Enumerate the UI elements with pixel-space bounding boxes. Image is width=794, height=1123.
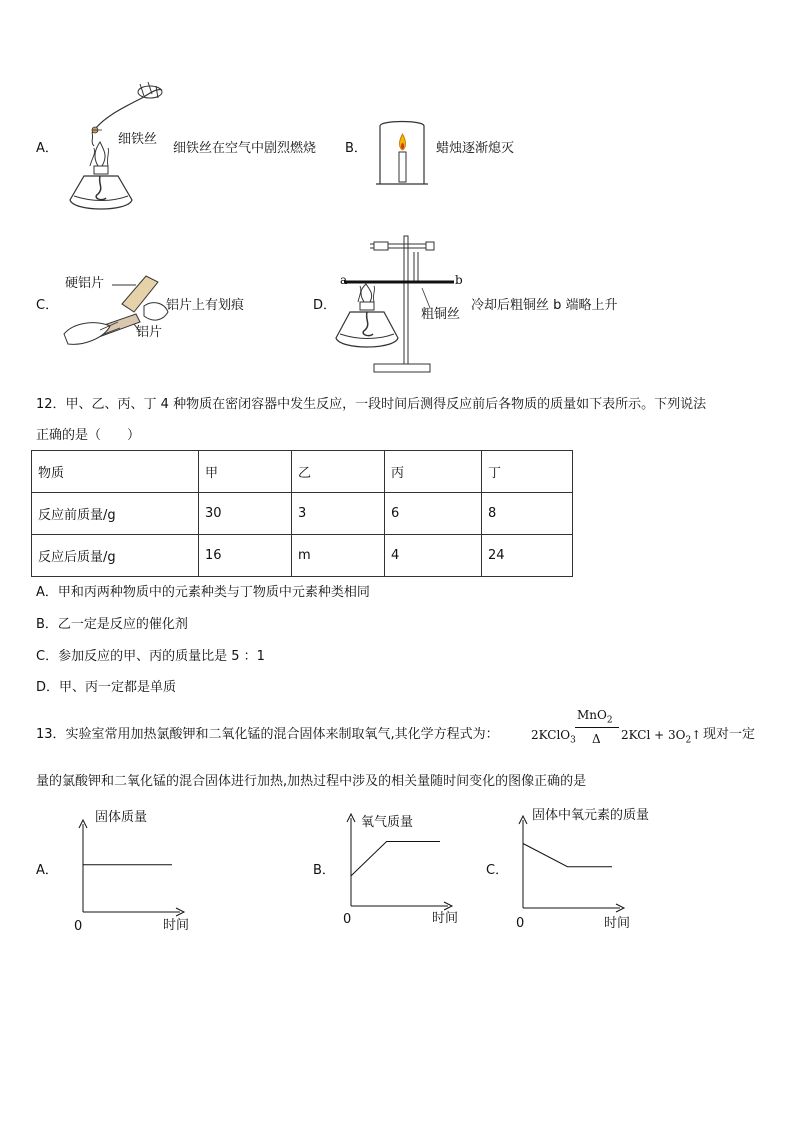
q12-option-b[interactable]: B．乙一定是反应的催化剂 xyxy=(36,617,188,632)
chart-c-origin: 0 xyxy=(516,916,525,931)
table-row xyxy=(32,493,573,535)
chart-b-ylabel: 氧气质量 xyxy=(361,815,414,830)
iron-wire-burning-apparatus xyxy=(62,78,172,223)
q12-stem-line1: 12．甲、乙、丙、丁 4 种物质在密闭容器中发生反应，一段时间后测得反应前后各物质的质量如下表所示。下列说法 xyxy=(36,397,707,412)
chart-b-letter[interactable]: B． xyxy=(313,863,335,878)
q12-option-c[interactable]: C．参加反应的甲、丙的质量比是 5 ：1 xyxy=(36,649,265,664)
iron-wire-callout: 细铁丝 xyxy=(118,132,158,147)
q12-option-d[interactable]: D．甲、丙一定都是单质 xyxy=(36,680,177,695)
table-cell: 6 xyxy=(385,493,482,535)
copper-wire-callout: 粗铜丝 xyxy=(421,307,461,322)
equation-catalyst: MnO$_2$ xyxy=(577,708,613,726)
table-header-row xyxy=(32,451,573,493)
equation-products: $2KCl + 3O_2↑$ xyxy=(621,728,702,746)
option-d-description: 冷却后粗铜丝 b 端略上升 xyxy=(471,298,618,313)
table-cell: 反应前质量/g xyxy=(32,493,199,535)
copper-wire-end-b: b xyxy=(455,273,463,287)
chart-c-xlabel: 时间 xyxy=(604,916,631,931)
chart-a-ylabel: 固体质量 xyxy=(95,810,148,825)
option-letter-b: B． xyxy=(345,141,367,156)
chart-c-ylabel: 固体中氧元素的质量 xyxy=(532,808,650,823)
table-cell: 甲 xyxy=(199,451,292,493)
table-cell: 24 xyxy=(482,535,573,577)
mass-data-table xyxy=(31,450,573,577)
chart-b-series-line xyxy=(351,842,440,876)
table-cell: 乙 xyxy=(292,451,385,493)
table-row xyxy=(32,535,573,577)
equation-reactant: 2KClO$_3$ xyxy=(531,728,576,746)
table-cell: 8 xyxy=(482,493,573,535)
candle-under-jar xyxy=(372,116,432,188)
table-cell: 丁 xyxy=(482,451,573,493)
aluminum-callout: 铝片 xyxy=(136,325,163,340)
q13-stem-suffix: 现对一定 xyxy=(703,727,756,742)
option-a-description: 细铁丝在空气中剧烈燃烧 xyxy=(173,141,317,156)
option-letter-d: D． xyxy=(313,298,337,313)
table-cell: m xyxy=(292,535,385,577)
chart-b-origin: 0 xyxy=(343,912,352,927)
q13-stem-prefix: 13．实验室常用加热氯酸钾和二氧化锰的混合固体来制取氧气,其化学方程式为： xyxy=(36,727,499,742)
table-cell: 反应后质量/g xyxy=(32,535,199,577)
table-cell: 物质 xyxy=(32,451,199,493)
table-cell: 30 xyxy=(199,493,292,535)
table-cell: 16 xyxy=(199,535,292,577)
q12-stem-line2: 正确的是（ ） xyxy=(36,428,141,443)
table-cell: 3 xyxy=(292,493,385,535)
copper-wire-end-a: a xyxy=(340,273,348,287)
equation-condition: Δ xyxy=(592,732,601,746)
chart-a xyxy=(74,818,186,918)
chart-a-origin: 0 xyxy=(74,919,83,934)
chart-c-letter[interactable]: C． xyxy=(486,863,509,878)
chart-a-letter[interactable]: A． xyxy=(36,863,58,878)
q13-stem-line2: 量的氯酸钾和二氧化锰的混合固体进行加热,加热过程中涉及的相关量随时间变化的图像正确的是 xyxy=(36,774,587,789)
chemical-equation xyxy=(531,708,756,752)
option-letter-a: A． xyxy=(36,141,58,156)
table-cell: 丙 xyxy=(385,451,482,493)
chart-c xyxy=(514,814,626,914)
table-cell: 4 xyxy=(385,535,482,577)
option-c-description: 铝片上有划痕 xyxy=(166,298,245,313)
chart-b xyxy=(342,812,454,912)
q12-option-a[interactable]: A．甲和丙两种物质中的元素种类与丁物质中元素种类相同 xyxy=(36,585,370,600)
option-letter-c: C． xyxy=(36,298,59,313)
option-b-description: 蜡烛逐渐熄灭 xyxy=(436,141,515,156)
chart-c-series-line xyxy=(523,844,612,867)
copper-wire-lever-apparatus xyxy=(334,232,464,374)
equation-bar xyxy=(575,727,619,728)
chart-b-xlabel: 时间 xyxy=(432,911,459,926)
chart-a-xlabel: 时间 xyxy=(163,918,190,933)
hard-aluminum-callout: 硬铝片 xyxy=(65,276,105,291)
